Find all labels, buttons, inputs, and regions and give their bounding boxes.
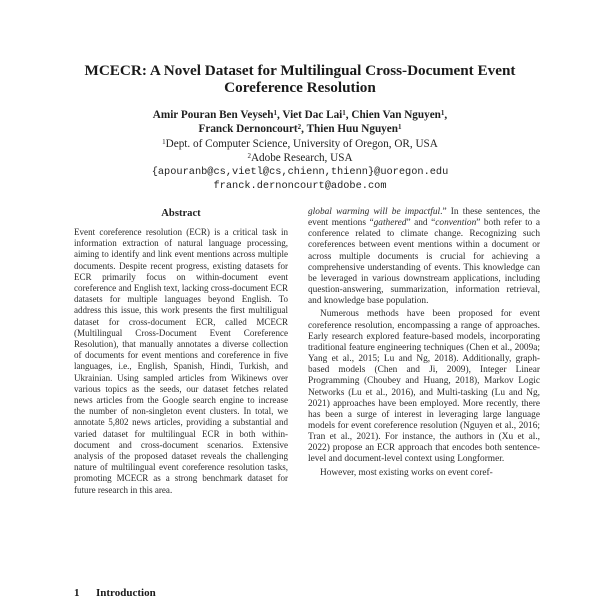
affiliation-text: Dept. of Computer Science, University of Oregon, OR, USA: [165, 137, 438, 150]
section-heading-introduction: [74, 587, 156, 599]
affiliation-mark: 1: [342, 109, 346, 117]
section-number: 1: [74, 587, 80, 599]
email-line-2: franck.dernoncourt@adobe.com: [213, 180, 387, 193]
author-names-line-2: Franck Dernoncourt$^2$, Thien Huu Nguyen$^1$: [198, 123, 402, 136]
author-block: [60, 108, 540, 194]
text-span: ” and “: [406, 218, 436, 229]
author-name: Chien Van Nguyen: [351, 109, 441, 121]
affiliation-mark: 2: [247, 151, 251, 160]
affiliation-mark: 1: [162, 137, 166, 146]
abstract-text: Event coreference resolution (ECR) is a critical task in information extraction of natural language processing, aiming to identify and link event mentions across multiple documents. Despite recent progress, existing datasets for ECR primarily focus on within-document event coreference and English text, lacking cross-document ECR datasets for multiple languages beyond English. To address this issue, this work presents the first multiligual dataset for cross-document ECR, called MCECR (Multilingual Cross-Document Event Coreference Resolution), that manually annotates a diverse collection of documents for event mentions and coreference in five languages, i.e., English, Spanish, Hindi, Turkish, and Ukrainian. Using sampled articles from Wikinews over various topics as the seeds, our dataset fetches related news articles from the Google search engine to increase the number of non-singleton event clusters. In total, we annotate 5,802 news articles, providing a substantial and varied dataset for multilingual ECR in both within-document and cross-document scenarios. Extensive analysis of the proposed dataset reveals the challenging nature of multilingual event coreference resolution tasks, promoting MCECR as a strong benchmark dataset for future research in this area.: [74, 227, 288, 495]
author-name: Thien Huu Nguyen: [306, 123, 398, 136]
section-title: Introduction: [96, 587, 156, 599]
text-span: ” both refer to a conference related to climate change. Recognizing such coreferences between event mentions within a document or across multiple documents is crucial for achieving a comprehensive understanding of events. This knowledge can be leveraged in various downstream applications, including question-answering, summarization, information retrieval, and knowledge base population.: [308, 218, 540, 307]
email-line-1: {apouranb@cs,vietl@cs,chienn,thienn}@uoregon.edu: [151, 166, 449, 179]
author-names-line-1: Amir Pouran Ben Veyseh$^1$, Viet Dac Lai$^1$, Chien Van Nguyen$^1$,: [152, 109, 448, 121]
event-mention-gathered: gathered: [373, 218, 407, 229]
intro-paragraph-2: Numerous methods have been proposed for event coreference resolution, encompassing a range of approaches. Early research explored feature-based models, incorporating traditional feature engineering techniques (Chen et al., 2009a; Yang et al., 2015; Lu and Ng, 2018). Additionally, graph-based models (Chen and Ji, 2009), Integer Linear Programming (Choubey and Huang, 2018), Markov Logic Networks (Lu et al., 2016), and Multi-tasking (Lu and Ng, 2021) approaches have been employed. More recently, there has been a surge of interest in leveraging large language models for event coreference resolution (Nguyen et al., 2016; Tran et al., 2021). For instance, the authors in (Xu et al., 2022) propose an ECR approach that encodes both sentence-level and document-level context using Longformer.: [308, 309, 540, 465]
event-mention-convention: convention: [435, 218, 477, 229]
affiliation-2: [60, 151, 540, 165]
author-name: Viet Dac Lai: [282, 109, 343, 121]
author-name: Franck Dernoncourt: [198, 123, 298, 136]
intro-paragraph-3-partial: However, most existing works on event coref-: [320, 467, 493, 478]
text-span: .” In these sentences, the event mentions “: [308, 207, 540, 229]
affiliation-mark: 1: [397, 123, 402, 132]
introduction-body: [308, 207, 540, 479]
affiliation-text: Adobe Research, USA: [250, 151, 353, 164]
author-name: Amir Pouran Ben Veyseh: [152, 109, 274, 121]
affiliation-mark: 1: [440, 109, 445, 117]
title-line-2: Coreference Resolution: [224, 79, 376, 96]
affiliation-mark: 1: [273, 109, 277, 117]
intro-paragraph-1: [308, 207, 540, 307]
affiliation-mark: 2: [297, 123, 302, 132]
abstract-heading: Abstract: [161, 208, 201, 219]
affiliation-1: [60, 137, 540, 151]
paper-title: [40, 62, 560, 96]
italic-quote: global warming will be impactful: [308, 207, 441, 217]
title-line-1: MCECR: A Novel Dataset for Multilingual Cross-Document Event: [84, 62, 516, 79]
